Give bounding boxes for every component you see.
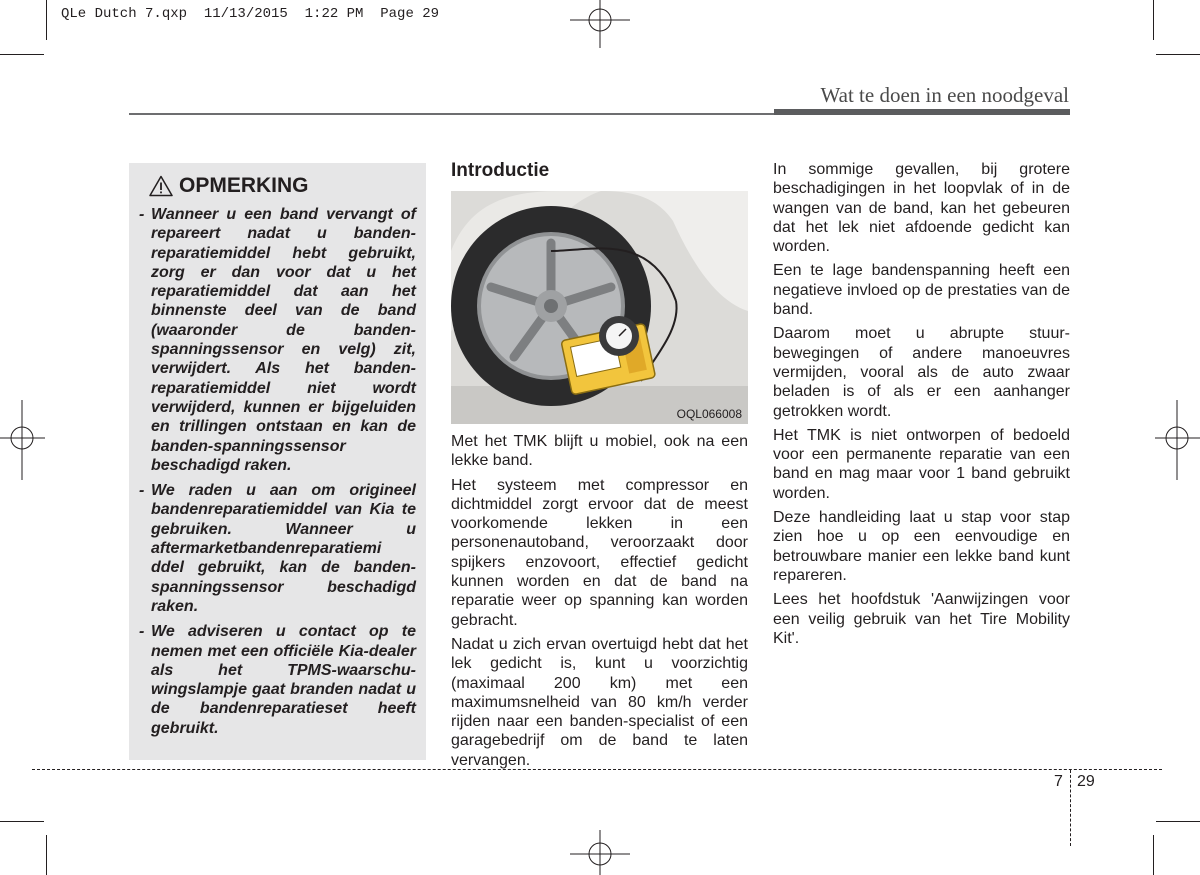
body-paragraph: Het TMK is niet ontworpen of bedoeld voor een permanente reparatie van een band en mag maar voor 1 band gebruikt worden.	[773, 426, 1070, 502]
figure-code: OQL066008	[676, 407, 742, 421]
body-paragraph: Met het TMK blijft u mobiel, ook na een lekke band.	[451, 433, 748, 470]
middle-column	[451, 160, 748, 775]
notice-list	[139, 205, 416, 738]
body-paragraph: Nadat u zich ervan overtuigd hebt dat het lek gedicht is, kunt u voorzichtig (maximaal 200 km) met een maximumsnelheid van 80 km/h verder rijden naar een banden-specialist of een garagebedrijf om de band te laten vervangen.	[451, 635, 748, 769]
crop-mark	[1156, 54, 1200, 55]
registration-mark-icon	[570, 830, 630, 875]
footer-divider	[1070, 770, 1071, 846]
registration-mark-icon	[570, 0, 630, 50]
tire-repair-illustration-graphic	[451, 191, 748, 424]
header-rule-accent	[774, 109, 1070, 115]
section-heading: Introductie	[451, 160, 550, 181]
body-paragraph: Een te lage bandenspanning heeft een negatieve invloed op de prestaties van de band.	[773, 262, 1070, 319]
notice-item: - We adviseren u contact op te nemen met een officiële Kia-dealer als het TPMS-waarschu-wingslampje gaat branden nadat u de bandenreparatieset heeft gebruikt.	[139, 623, 416, 737]
chapter-number: 7	[1054, 773, 1063, 790]
right-column	[773, 160, 1070, 653]
print-slug: QLe Dutch 7.qxp 11/13/2015 1:22 PM Page 29	[61, 6, 440, 22]
page-number: 29	[1077, 773, 1095, 790]
body-paragraph: In sommige gevallen, bij grotere beschadigingen in het loopvlak of in de wangen van de band, kan het gebeuren dat het lek niet afdoende gedicht kan worden.	[773, 161, 1070, 256]
registration-mark-icon	[0, 400, 45, 480]
notice-box	[129, 163, 426, 760]
crop-mark	[1153, 835, 1154, 875]
header-rule	[129, 113, 774, 115]
crop-mark	[46, 835, 47, 875]
body-paragraph: Lees het hoofdstuk 'Aanwijzingen voor een veilig gebruik van het Tire Mobility Kit'.	[773, 591, 1070, 647]
crop-mark	[0, 821, 44, 822]
crop-mark	[1153, 0, 1154, 40]
notice-title: OPMERKING	[179, 174, 309, 197]
section-title: Wat te doen in een noodgeval	[820, 83, 1069, 107]
warning-triangle-icon	[149, 175, 173, 197]
body-paragraph: Daarom moet u abrupte stuur-bewegingen of andere manoeuvres vermijden, vooral als de auto zwaar beladen is of als er een aanhanger getrokken wordt.	[773, 325, 1070, 420]
notice-item-text: We adviseren u contact op te nemen met een officiële Kia-dealer als het TPMS-waarschu-wingslampje gaat branden nadat u de bandenreparatieset heeft gebruikt.	[151, 623, 416, 737]
footer-rule	[32, 769, 1162, 770]
tire-repair-illustration	[451, 191, 748, 424]
registration-mark-icon	[1155, 400, 1200, 480]
notice-item-text: We raden u aan om origineel bandenreparatiemiddel van Kia te gebruiken. Wanneer u aftermarketbandenreparatiemi ddel gebruikt, kan de banden-spanningssensor beschadigd raken.	[151, 482, 416, 615]
crop-mark	[46, 0, 47, 40]
crop-mark	[1156, 821, 1200, 822]
body-paragraph: Deze handleiding laat u stap voor stap zien hoe u op een eenvoudige en betrouwbare manier een lekke band kunt repareren.	[773, 509, 1070, 584]
crop-mark	[0, 54, 44, 55]
body-paragraph: Het systeem met compressor en dichtmiddel zorgt ervoor dat de meest voorkomende lekken in een personenautoband, veroorzaakt door spijkers enzovoort, effectief gedicht kunnen worden en dat de band na reparatie weer op spanning kan worden gebracht.	[451, 476, 748, 629]
notice-item-text: Wanneer u een band vervangt of repareert nadat u banden-reparatiemiddel hebt gebruikt, zorg er dan voor dat u het reparatiemiddel dat aan het binnenste deel van de band (waaronder de banden-spanningssensor en velg) zit, verwijdert. Als het banden-reparatiemiddel niet wordt verwijderd, kunnen er bijgeluiden en trillingen ontstaan en kan de banden-spanningssensor beschadigd raken.	[151, 206, 416, 474]
notice-header	[149, 173, 416, 199]
notice-item: - We raden u aan om origineel bandenreparatiemiddel van Kia te gebruiken. Wanneer u aftermarketbandenreparatiemi ddel gebruikt, kan de banden-spanningssensor beschadigd raken.	[139, 482, 416, 615]
notice-item: - Wanneer u een band vervangt of repareert nadat u banden-reparatiemiddel hebt gebruikt, zorg er dan voor dat u het reparatiemiddel dat aan het binnenste deel van de band (waaronder de banden-spanningssensor en velg) zit, verwijdert. Als het banden-reparatiemiddel niet wordt verwijderd, kunnen er bijgeluiden en trillingen ontstaan en kan de banden-spanningssensor beschadigd raken.	[139, 206, 416, 474]
